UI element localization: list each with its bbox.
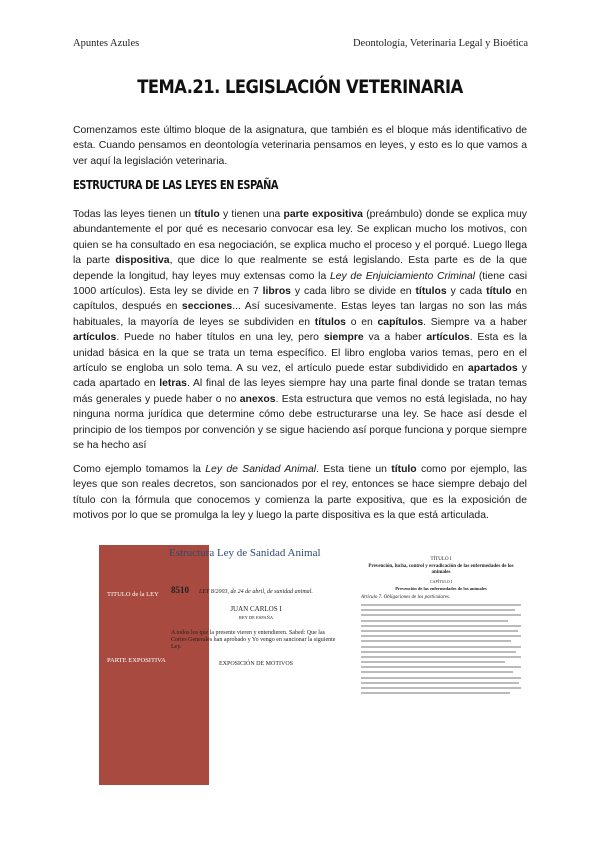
right-titulo: TÍTULO I xyxy=(430,557,452,562)
king-name: JUAN CARLOS I xyxy=(230,605,282,613)
figure-title: Estructura Ley de Sanidad Animal xyxy=(169,547,321,559)
figure-label-titulo: TITULO de la LEY xyxy=(107,591,159,598)
example-paragraph: Como ejemplo tomamos la Ley de Sanidad Animal. Esta tiene un título como por ejemplo, las leyes que son reales decretos, son sancionados por el rey, entonces se hace siempre debajo del título con la fórmula que conocemos y comienza la parte expositiva, que es la exposición de motivos por lo que se promulga la ley y luego la parte dispositiva es la que está articulada. xyxy=(73,464,527,522)
bold-term: letras xyxy=(159,378,187,390)
structure-paragraph: Todas las leyes tienen un título y tienen una parte expositiva (preámbulo) donde se explica muy abundantemente el por qué es necesario convocar esa ley. Se explican mucho los motivos, con quien se ha consultado en esa negociación, se explica mucho el proceso y el porqué. Luego llega la parte dispositiva, que dice lo que realmente se está legislando. Esta parte es de la que depende la longitud, hay leyes muy extensas como la Ley de Enjuiciamiento Criminal (tiene casi 1000 artículos). Esta ley se divide en 7 libros y cada libro se divide en títulos y cada título en capítulos, después en secciones... Así sucesivamente. Estas leyes tan largas no son las más habituales, la mayoría de leyes se subdividen en títulos o en capítulos. Siempre va a haber artículos. Puede no haber títulos en una ley, pero siempre va a haber artículos. Esta es la unidad básica en la que se trata un tema específico. El libro engloba varios temas, pero en el artículo se engloba un solo tema. A su vez, el artículo puede estar subdividido en apartados y cada apartado en letras. Al final de las leyes siempre hay una parte final donde se tratan temas más generales y puede haber o no anexos. Esta estructura que vemos no está legislada, no hay ninguna norma jurídica que determine cómo debe estructurarse una ley. Se hace así desde el principio de los tiempos por convención y se sigue haciendo así porque funciona y porque siempre se ha hecho así xyxy=(73,209,528,452)
header-left: Apuntes Azules xyxy=(73,38,140,49)
page-title: TEMA.21. LEGISLACIÓN VETERINARIA xyxy=(137,76,463,98)
intro-paragraph: Comenzamos este último bloque de la asignatura, que también es el bloque más identificativo de esta. Cuando pensamos en deontología veterinaria pensamos en leyes, y esto es lo que vamos a ver aquí la legislación veterinaria. xyxy=(73,125,527,167)
bold-term: libros xyxy=(262,286,291,298)
bold-term: secciones xyxy=(181,301,233,313)
announcement-text: A todos los que la presente vieren y entendieren. Sabed: Que las Cortes Generales han aprobado y Yo vengo en sancionar la siguiente Ley. xyxy=(171,630,336,650)
bold-term: títulos xyxy=(314,316,346,328)
bold-term: siempre xyxy=(323,332,364,344)
right-articulo: Artículo 7. Obligaciones de los particulares. xyxy=(361,595,451,600)
bold-term: título xyxy=(391,464,417,475)
italic-term: Ley de Enjuiciamiento Criminal xyxy=(329,270,476,282)
right-capitulo: CAPÍTULO I xyxy=(429,579,453,584)
figure-law-body xyxy=(361,557,521,697)
bold-term: títulos xyxy=(415,286,447,298)
right-heading: Prevención, lucha, control y erradicación de las enfermedades de los animales xyxy=(368,564,514,575)
figure-label-expositiva: PARTE EXPOSITIVA xyxy=(107,657,166,664)
law-structure-figure xyxy=(99,545,529,795)
bold-term: artículos xyxy=(73,332,117,344)
article-text-lines xyxy=(361,604,521,694)
italic-term: Ley de Sanidad Animal xyxy=(205,464,317,475)
bold-term: título xyxy=(194,209,220,220)
bold-term: parte expositiva xyxy=(283,209,363,220)
bold-term: capítulos xyxy=(377,316,424,328)
section-heading: ESTRUCTURA DE LAS LEYES EN ESPAÑA xyxy=(73,178,279,192)
law-name: LEY 8/2003, de 24 de abril, de sanidad animal. xyxy=(199,589,313,595)
bold-term: apartados xyxy=(467,363,518,375)
king-subtitle: REY DE ESPAÑA xyxy=(238,615,274,620)
figure-law-header xyxy=(171,585,341,667)
header-right: Deontología, Veterinaria Legal y Bioética xyxy=(352,38,528,49)
bold-term: título xyxy=(486,286,512,298)
right-prevencion: Prevención de las enfermedades de los animales xyxy=(395,586,487,591)
exposition-heading: EXPOSICIÓN DE MOTIVOS xyxy=(218,661,293,667)
bold-term: artículos xyxy=(426,332,470,344)
law-number: 8510 xyxy=(171,585,189,595)
bold-term: dispositiva xyxy=(115,255,170,267)
bold-term: anexos xyxy=(239,393,276,405)
